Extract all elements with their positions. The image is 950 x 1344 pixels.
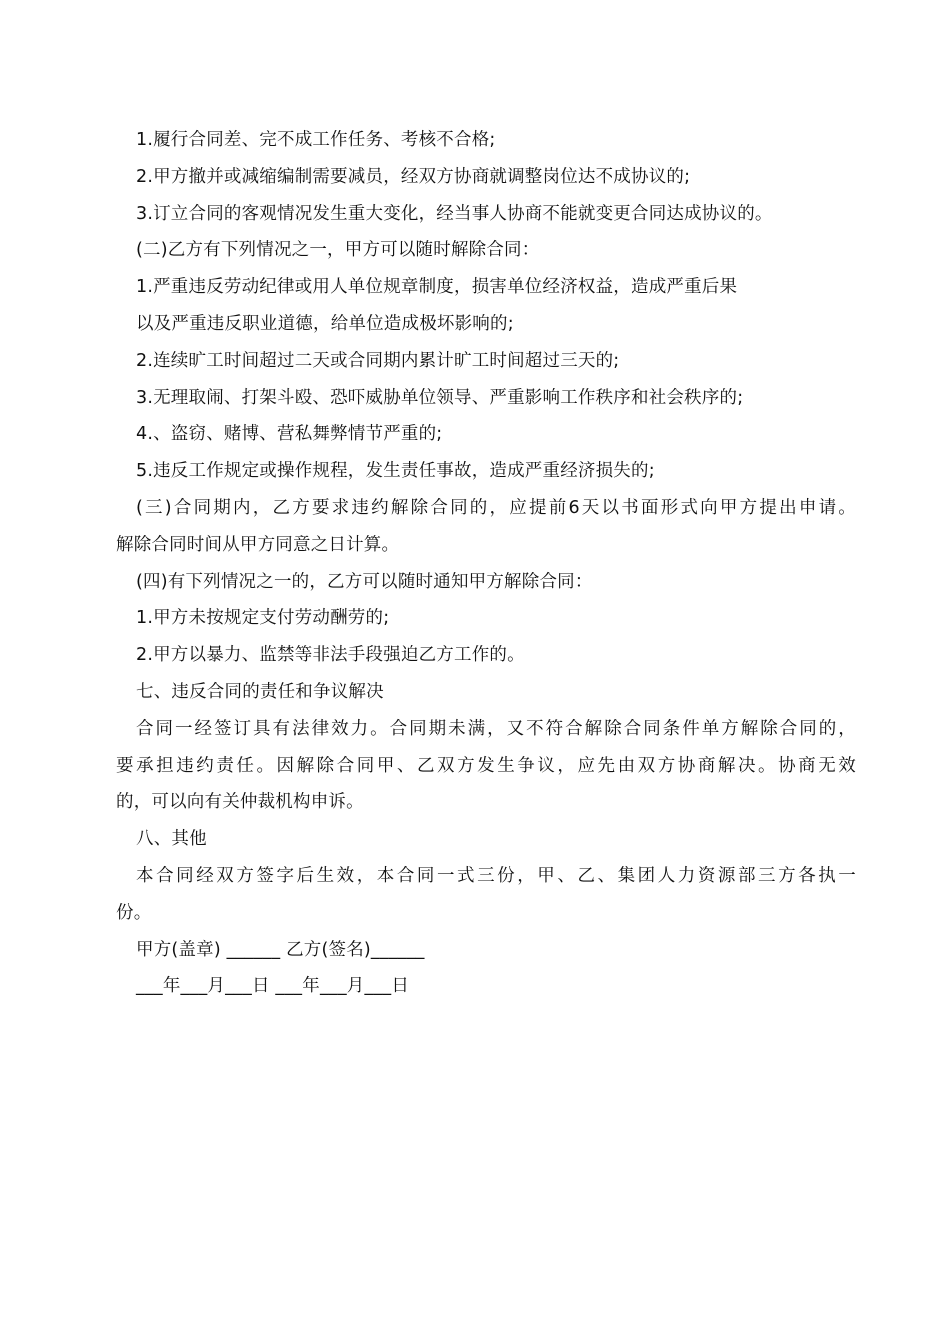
clause-2-staff-reduction: 2.甲方撤并或减缩编制需要减员，经双方协商就调整岗位达不成协议的;	[136, 166, 691, 187]
article-8-paragraph: 本合同经双方签字后生效，本合同一式三份，甲、乙、集团人力资源部三方各执一	[136, 865, 856, 886]
section-4-item-1: 1.甲方未按规定支付劳动酬劳的;	[136, 608, 390, 629]
section-3-paragraph: (三)合同期内，乙方要求违约解除合同的，应提前6天以书面形式向甲方提出申请。	[136, 497, 856, 518]
section-2-item-2: 2.连续旷工时间超过二天或合同期内累计旷工时间超过三天的;	[136, 350, 620, 371]
article-7-heading: 七、违反合同的责任和争议解决	[136, 681, 384, 702]
section-2-heading: (二)乙方有下列情况之一，甲方可以随时解除合同：	[136, 240, 540, 261]
section-2-item-1: 1.严重违反劳动纪律或用人单位规章制度，损害单位经济权益，造成严重后果	[136, 277, 738, 298]
clause-3-circumstance-change: 3.订立合同的客观情况发生重大变化，经当事人协商不能就变更合同达成协议的。	[136, 203, 773, 224]
article-7-paragraph-line-3: 的，可以向有关仲裁机构申诉。	[116, 792, 364, 813]
section-3-paragraph-continued: 解除合同时间从甲方同意之日计算。	[116, 534, 400, 555]
signature-line: 甲方(盖章) ______ 乙方(签名)______	[136, 939, 425, 960]
section-2-item-5: 5.违反工作规定或操作规程，发生责任事故，造成严重经济损失的;	[136, 461, 655, 482]
section-4-heading: (四)有下列情况之一的，乙方可以随时通知甲方解除合同：	[136, 571, 593, 592]
section-2-item-3: 3.无理取闹、打架斗殴、恐吓威胁单位领导、严重影响工作秩序和社会秩序的;	[136, 387, 744, 408]
date-line: ___年___月___日 ___年___月___日	[136, 976, 410, 997]
document-body	[116, 122, 856, 1005]
section-2-item-4: 4.、盗窃、赌博、营私舞弊情节严重的;	[136, 424, 443, 445]
article-8-paragraph-continued: 份。	[116, 902, 152, 923]
section-4-item-2: 2.甲方以暴力、监禁等非法手段强迫乙方工作的。	[136, 645, 525, 666]
article-7-paragraph-line-2: 要承担违约责任。因解除合同甲、乙双方发生争议，应先由双方协商解决。协商无效	[116, 755, 856, 776]
article-7-paragraph: 合同一经签订具有法律效力。合同期未满，又不符合解除合同条件单方解除合同的，	[136, 718, 856, 739]
article-8-heading: 八、其他	[136, 829, 207, 850]
section-2-item-1-continued: 以及严重违反职业道德，给单位造成极坏影响的;	[136, 313, 514, 334]
clause-1-poor-performance: 1.履行合同差、完不成工作任务、考核不合格;	[136, 130, 496, 150]
